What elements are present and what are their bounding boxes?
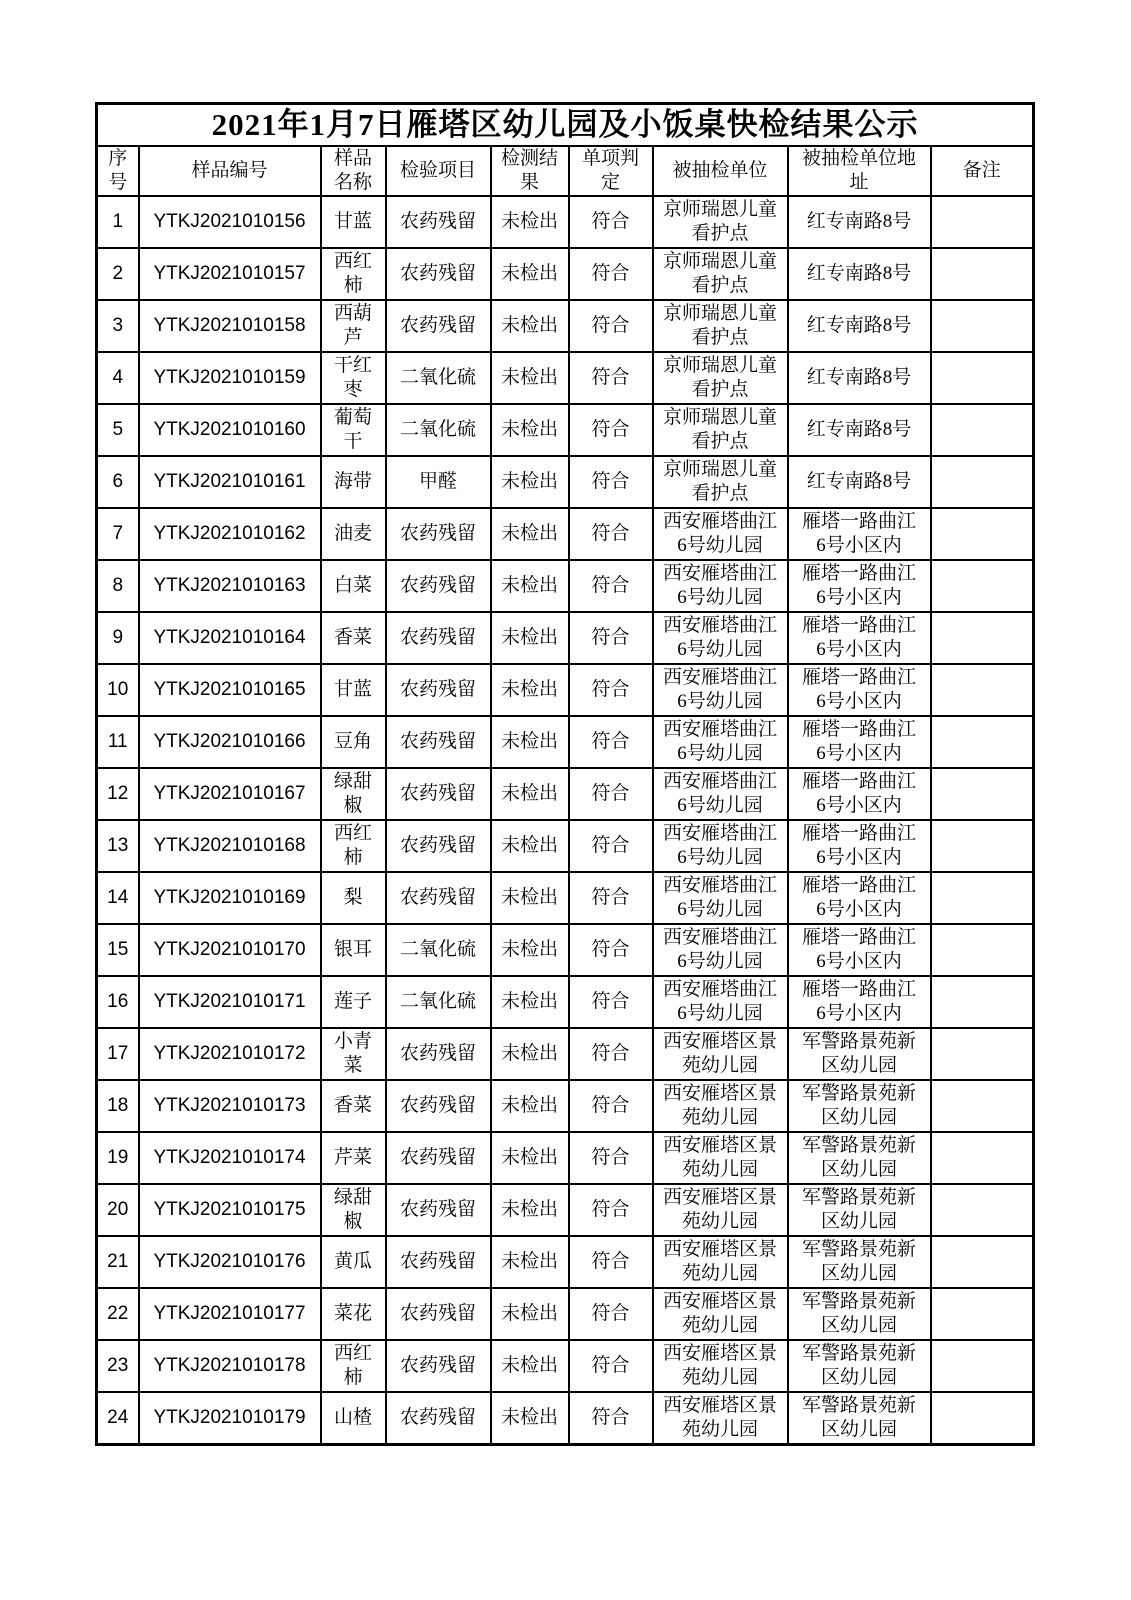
cell-no: 6 [97,456,139,508]
cell-test-item: 农药残留 [386,1236,491,1288]
column-header-address: 被抽检单位地址 [788,146,931,196]
cell-address: 红专南路8号 [788,196,931,248]
cell-sample-id: YTKJ2021010174 [139,1132,321,1184]
cell-result: 未检出 [491,248,569,300]
cell-result: 未检出 [491,456,569,508]
cell-test-item: 农药残留 [386,1340,491,1392]
cell-test-item: 农药残留 [386,820,491,872]
cell-judgment: 符合 [569,352,653,404]
cell-sample-name: 小青菜 [321,1028,386,1080]
page-title: 2021年1月7日雁塔区幼儿园及小饭桌快检结果公示 [97,104,1034,147]
cell-test-item: 二氧化硫 [386,976,491,1028]
cell-unit: 西安雁塔曲江6号幼儿园 [653,664,788,716]
cell-address: 军警路景苑新区幼儿园 [788,1132,931,1184]
cell-remark [931,1340,1034,1392]
table-row [97,300,1034,352]
cell-sample-id: YTKJ2021010156 [139,196,321,248]
cell-test-item: 农药残留 [386,612,491,664]
cell-unit: 西安雁塔区景苑幼儿园 [653,1340,788,1392]
cell-result: 未检出 [491,1288,569,1340]
table-row [97,1080,1034,1132]
cell-unit: 西安雁塔曲江6号幼儿园 [653,872,788,924]
table-row [97,508,1034,560]
cell-sample-name: 甘蓝 [321,196,386,248]
cell-sample-id: YTKJ2021010165 [139,664,321,716]
cell-judgment: 符合 [569,456,653,508]
cell-test-item: 农药残留 [386,196,491,248]
cell-address: 军警路景苑新区幼儿园 [788,1340,931,1392]
cell-sample-name: 银耳 [321,924,386,976]
cell-result: 未检出 [491,872,569,924]
cell-address: 红专南路8号 [788,404,931,456]
cell-result: 未检出 [491,716,569,768]
cell-remark [931,352,1034,404]
cell-remark [931,560,1034,612]
cell-no: 11 [97,716,139,768]
cell-no: 13 [97,820,139,872]
cell-unit: 西安雁塔区景苑幼儿园 [653,1288,788,1340]
cell-test-item: 农药残留 [386,1132,491,1184]
table-row [97,352,1034,404]
table-row [97,768,1034,820]
cell-unit: 京师瑞恩儿童看护点 [653,196,788,248]
cell-unit: 西安雁塔曲江6号幼儿园 [653,976,788,1028]
cell-sample-id: YTKJ2021010172 [139,1028,321,1080]
cell-remark [931,768,1034,820]
cell-judgment: 符合 [569,248,653,300]
cell-unit: 西安雁塔区景苑幼儿园 [653,1132,788,1184]
cell-unit: 西安雁塔区景苑幼儿园 [653,1236,788,1288]
cell-judgment: 符合 [569,872,653,924]
cell-remark [931,872,1034,924]
cell-address: 雁塔一路曲江6号小区内 [788,664,931,716]
cell-unit: 京师瑞恩儿童看护点 [653,404,788,456]
column-header-sample-id: 样品编号 [139,146,321,196]
cell-result: 未检出 [491,300,569,352]
table-row [97,1028,1034,1080]
column-header-unit: 被抽检单位 [653,146,788,196]
cell-remark [931,1028,1034,1080]
table-row [97,924,1034,976]
cell-test-item: 农药残留 [386,508,491,560]
cell-no: 7 [97,508,139,560]
cell-sample-name: 香菜 [321,1080,386,1132]
cell-judgment: 符合 [569,300,653,352]
table-row [97,1288,1034,1340]
cell-sample-id: YTKJ2021010176 [139,1236,321,1288]
cell-no: 18 [97,1080,139,1132]
cell-address: 红专南路8号 [788,456,931,508]
table-row [97,248,1034,300]
cell-sample-id: YTKJ2021010173 [139,1080,321,1132]
cell-sample-id: YTKJ2021010179 [139,1392,321,1444]
cell-remark [931,664,1034,716]
cell-sample-name: 白菜 [321,560,386,612]
cell-no: 2 [97,248,139,300]
cell-address: 雁塔一路曲江6号小区内 [788,716,931,768]
cell-address: 军警路景苑新区幼儿园 [788,1236,931,1288]
cell-address: 红专南路8号 [788,300,931,352]
cell-address: 红专南路8号 [788,248,931,300]
cell-remark [931,1184,1034,1236]
cell-address: 军警路景苑新区幼儿园 [788,1080,931,1132]
cell-no: 1 [97,196,139,248]
cell-unit: 京师瑞恩儿童看护点 [653,300,788,352]
cell-test-item: 农药残留 [386,1392,491,1444]
cell-judgment: 符合 [569,768,653,820]
cell-unit: 西安雁塔曲江6号幼儿园 [653,508,788,560]
cell-no: 20 [97,1184,139,1236]
table-row [97,1184,1034,1236]
cell-result: 未检出 [491,196,569,248]
cell-unit: 西安雁塔区景苑幼儿园 [653,1392,788,1444]
cell-sample-name: 芹菜 [321,1132,386,1184]
cell-remark [931,1288,1034,1340]
cell-sample-id: YTKJ2021010168 [139,820,321,872]
cell-sample-name: 绿甜椒 [321,768,386,820]
cell-no: 5 [97,404,139,456]
cell-test-item: 二氧化硫 [386,924,491,976]
table-row [97,456,1034,508]
table-row [97,872,1034,924]
table-row [97,560,1034,612]
cell-sample-id: YTKJ2021010171 [139,976,321,1028]
cell-result: 未检出 [491,820,569,872]
cell-test-item: 农药残留 [386,248,491,300]
cell-sample-name: 葡萄干 [321,404,386,456]
cell-sample-name: 山楂 [321,1392,386,1444]
cell-judgment: 符合 [569,1028,653,1080]
cell-address: 雁塔一路曲江6号小区内 [788,820,931,872]
cell-judgment: 符合 [569,716,653,768]
column-header-test-item: 检验项目 [386,146,491,196]
cell-judgment: 符合 [569,1392,653,1444]
cell-test-item: 农药残留 [386,716,491,768]
table-row [97,1392,1034,1444]
cell-address: 雁塔一路曲江6号小区内 [788,612,931,664]
cell-judgment: 符合 [569,976,653,1028]
cell-result: 未检出 [491,1080,569,1132]
cell-test-item: 农药残留 [386,664,491,716]
title-row [97,104,1034,147]
cell-address: 军警路景苑新区幼儿园 [788,1288,931,1340]
cell-address: 雁塔一路曲江6号小区内 [788,976,931,1028]
cell-judgment: 符合 [569,508,653,560]
cell-remark [931,196,1034,248]
cell-result: 未检出 [491,352,569,404]
cell-address: 雁塔一路曲江6号小区内 [788,924,931,976]
cell-no: 4 [97,352,139,404]
cell-sample-id: YTKJ2021010158 [139,300,321,352]
cell-sample-id: YTKJ2021010169 [139,872,321,924]
cell-judgment: 符合 [569,196,653,248]
cell-no: 23 [97,1340,139,1392]
cell-sample-id: YTKJ2021010161 [139,456,321,508]
cell-sample-id: YTKJ2021010163 [139,560,321,612]
cell-sample-name: 莲子 [321,976,386,1028]
cell-remark [931,1132,1034,1184]
cell-sample-name: 绿甜椒 [321,1184,386,1236]
cell-unit: 京师瑞恩儿童看护点 [653,352,788,404]
cell-sample-id: YTKJ2021010157 [139,248,321,300]
cell-unit: 西安雁塔曲江6号幼儿园 [653,560,788,612]
cell-test-item: 甲醛 [386,456,491,508]
column-header-no: 序号 [97,146,139,196]
cell-sample-name: 梨 [321,872,386,924]
cell-address: 雁塔一路曲江6号小区内 [788,560,931,612]
cell-sample-id: YTKJ2021010162 [139,508,321,560]
table-row [97,1236,1034,1288]
header-row [97,146,1034,196]
results-table [95,102,1035,1446]
cell-sample-id: YTKJ2021010177 [139,1288,321,1340]
column-header-remark: 备注 [931,146,1034,196]
column-header-sample-name: 样品名称 [321,146,386,196]
cell-test-item: 农药残留 [386,1184,491,1236]
cell-result: 未检出 [491,404,569,456]
cell-sample-name: 干红枣 [321,352,386,404]
cell-remark [931,456,1034,508]
cell-remark [931,924,1034,976]
table-row [97,196,1034,248]
cell-no: 21 [97,1236,139,1288]
cell-no: 14 [97,872,139,924]
cell-sample-id: YTKJ2021010159 [139,352,321,404]
cell-judgment: 符合 [569,1080,653,1132]
cell-judgment: 符合 [569,612,653,664]
cell-no: 19 [97,1132,139,1184]
cell-address: 军警路景苑新区幼儿园 [788,1184,931,1236]
cell-no: 3 [97,300,139,352]
cell-judgment: 符合 [569,560,653,612]
cell-no: 9 [97,612,139,664]
cell-result: 未检出 [491,768,569,820]
cell-unit: 西安雁塔区景苑幼儿园 [653,1028,788,1080]
table-body [97,196,1034,1444]
cell-test-item: 农药残留 [386,300,491,352]
column-header-judgment: 单项判定 [569,146,653,196]
cell-address: 军警路景苑新区幼儿园 [788,1392,931,1444]
cell-sample-name: 西红柿 [321,248,386,300]
cell-unit: 西安雁塔区景苑幼儿园 [653,1080,788,1132]
cell-remark [931,820,1034,872]
cell-result: 未检出 [491,1392,569,1444]
cell-judgment: 符合 [569,1184,653,1236]
cell-sample-name: 香菜 [321,612,386,664]
cell-remark [931,300,1034,352]
table-row [97,612,1034,664]
cell-address: 雁塔一路曲江6号小区内 [788,768,931,820]
cell-unit: 西安雁塔曲江6号幼儿园 [653,716,788,768]
cell-no: 15 [97,924,139,976]
cell-judgment: 符合 [569,1132,653,1184]
cell-no: 16 [97,976,139,1028]
cell-no: 10 [97,664,139,716]
cell-sample-id: YTKJ2021010166 [139,716,321,768]
cell-no: 12 [97,768,139,820]
cell-remark [931,716,1034,768]
cell-unit: 京师瑞恩儿童看护点 [653,248,788,300]
cell-unit: 西安雁塔曲江6号幼儿园 [653,820,788,872]
cell-result: 未检出 [491,1184,569,1236]
table-row [97,1132,1034,1184]
cell-test-item: 二氧化硫 [386,352,491,404]
cell-sample-name: 菜花 [321,1288,386,1340]
cell-sample-name: 西葫芦 [321,300,386,352]
cell-remark [931,976,1034,1028]
cell-address: 雁塔一路曲江6号小区内 [788,508,931,560]
cell-sample-name: 西红柿 [321,820,386,872]
cell-judgment: 符合 [569,924,653,976]
table-row [97,1340,1034,1392]
cell-judgment: 符合 [569,1236,653,1288]
cell-sample-id: YTKJ2021010164 [139,612,321,664]
cell-address: 军警路景苑新区幼儿园 [788,1028,931,1080]
cell-result: 未检出 [491,508,569,560]
cell-judgment: 符合 [569,404,653,456]
cell-result: 未检出 [491,560,569,612]
cell-sample-name: 豆角 [321,716,386,768]
cell-test-item: 二氧化硫 [386,404,491,456]
cell-judgment: 符合 [569,1340,653,1392]
table-row [97,716,1034,768]
cell-remark [931,1392,1034,1444]
cell-unit: 西安雁塔曲江6号幼儿园 [653,924,788,976]
cell-test-item: 农药残留 [386,560,491,612]
cell-sample-name: 黄瓜 [321,1236,386,1288]
cell-no: 17 [97,1028,139,1080]
cell-judgment: 符合 [569,664,653,716]
table-row [97,404,1034,456]
cell-test-item: 农药残留 [386,1080,491,1132]
cell-sample-name: 海带 [321,456,386,508]
cell-remark [931,612,1034,664]
cell-address: 红专南路8号 [788,352,931,404]
cell-result: 未检出 [491,1340,569,1392]
cell-result: 未检出 [491,1028,569,1080]
cell-address: 雁塔一路曲江6号小区内 [788,872,931,924]
cell-judgment: 符合 [569,1288,653,1340]
column-header-result: 检测结果 [491,146,569,196]
cell-remark [931,1080,1034,1132]
cell-test-item: 农药残留 [386,872,491,924]
table-row [97,976,1034,1028]
cell-remark [931,1236,1034,1288]
cell-result: 未检出 [491,664,569,716]
table-row [97,820,1034,872]
cell-test-item: 农药残留 [386,1288,491,1340]
cell-sample-id: YTKJ2021010160 [139,404,321,456]
cell-sample-id: YTKJ2021010170 [139,924,321,976]
table-row [97,664,1034,716]
cell-no: 24 [97,1392,139,1444]
cell-unit: 京师瑞恩儿童看护点 [653,456,788,508]
cell-result: 未检出 [491,924,569,976]
cell-sample-id: YTKJ2021010178 [139,1340,321,1392]
cell-no: 8 [97,560,139,612]
cell-judgment: 符合 [569,820,653,872]
cell-result: 未检出 [491,612,569,664]
cell-remark [931,508,1034,560]
cell-test-item: 农药残留 [386,1028,491,1080]
cell-no: 22 [97,1288,139,1340]
cell-remark [931,404,1034,456]
cell-sample-name: 甘蓝 [321,664,386,716]
cell-remark [931,248,1034,300]
cell-result: 未检出 [491,976,569,1028]
cell-unit: 西安雁塔区景苑幼儿园 [653,1184,788,1236]
cell-result: 未检出 [491,1132,569,1184]
cell-sample-id: YTKJ2021010167 [139,768,321,820]
cell-sample-id: YTKJ2021010175 [139,1184,321,1236]
cell-sample-name: 油麦 [321,508,386,560]
cell-result: 未检出 [491,1236,569,1288]
cell-sample-name: 西红柿 [321,1340,386,1392]
cell-unit: 西安雁塔曲江6号幼儿园 [653,768,788,820]
cell-unit: 西安雁塔曲江6号幼儿园 [653,612,788,664]
cell-test-item: 农药残留 [386,768,491,820]
